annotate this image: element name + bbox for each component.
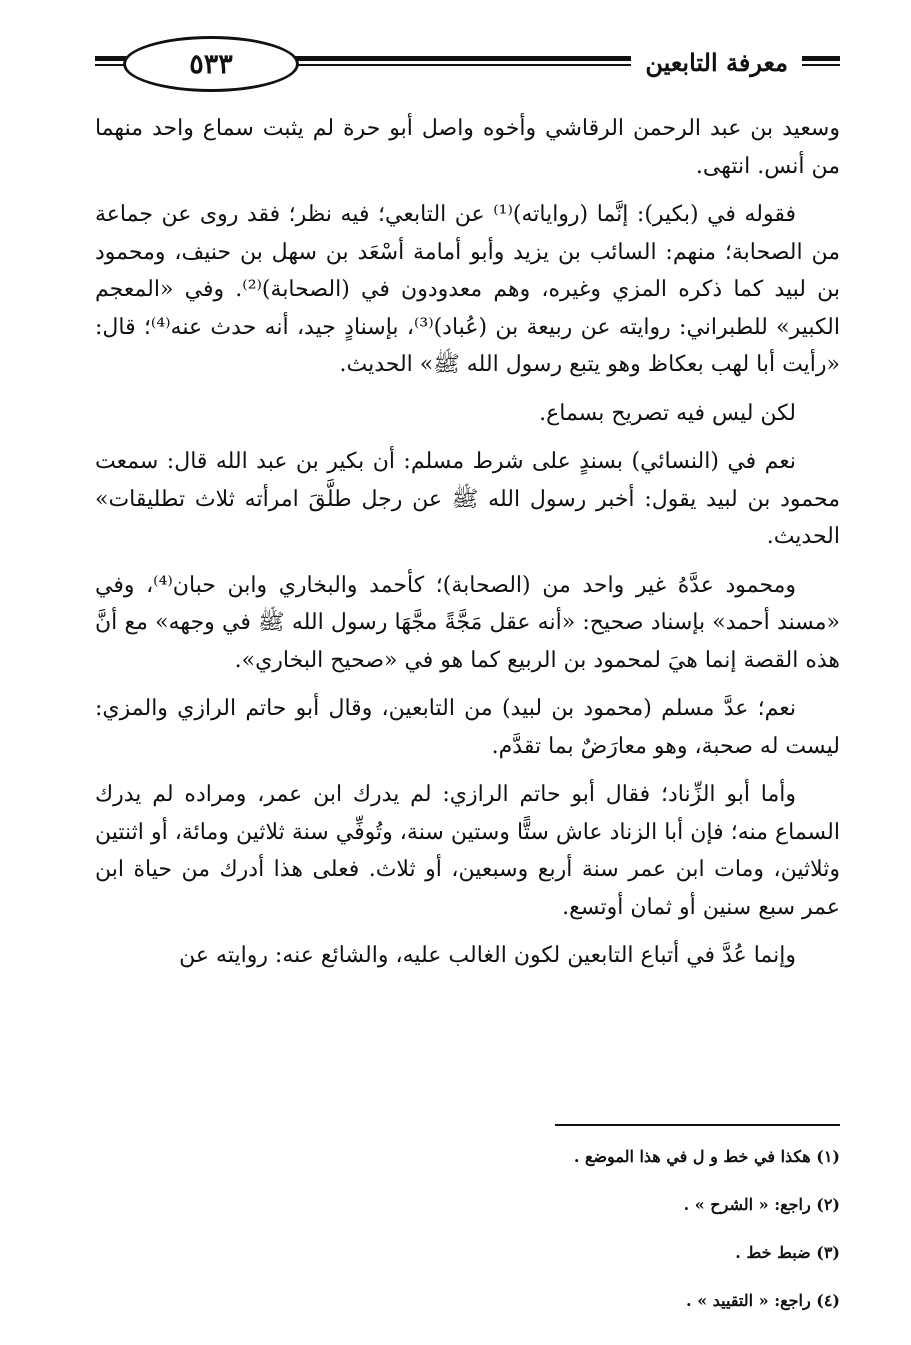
footnote: (٢) راجع: « الشرح » . — [683, 1195, 840, 1214]
paragraph: وأما أبو الزِّناد؛ فقال أبو حاتم الرازي: لم يدرك ابن عمر، ومراده لم يدرك السماع منه؛ فإن أبا الزناد عاش ستًّا وستين سنة، وتُوفِّي سنة ثلاثين ومائة، أو اثنتين وثلاثين، ومات ابن عمر سنة أربع وسبعين، أو ثلاث. فعلى هذا أدرك من حياة ابن عمر سبع سنين أو ثمان أوتسع. — [95, 782, 840, 920]
main-text — [95, 110, 840, 986]
footnote-separator — [555, 1124, 840, 1126]
footnote: (٤) راجع: « التقييد » . — [686, 1291, 840, 1310]
paragraph: نعم في (النسائي) بسندٍ على شرط مسلم: أن بكير بن عبد الله قال: سمعت محمود بن لبيد يقول: أخبر رسول الله ﷺ عن رجل طلَّقَ امرأته ثلاث تطليقات» الحديث. — [95, 449, 840, 549]
page-number-oval — [123, 36, 299, 92]
chapter-title: معرفة التابعين — [645, 47, 788, 77]
paragraph: وإنما عُدَّ في أتباع التابعين لكون الغالب عليه، والشائع عنه: روايته عن — [179, 943, 796, 968]
footnote: (٣) ضبط خط . — [735, 1243, 840, 1262]
paragraph: نعم؛ عدَّ مسلم (محمود بن لبيد) من التابعين، وقال أبو حاتم الرازي والمزي: ليست له صحبة، وهو معارَضٌ بما تقدَّم. — [95, 696, 840, 759]
page-header — [95, 28, 840, 88]
paragraph: ومحمود عدَّهُ غير واحد من (الصحابة)؛ كأحمد والبخاري وابن حبان⁽⁴⁾، وفي «مسند أحمد» بإسناد صحيح: «أنه عقل مَجَّةً مجَّهَا رسول الله ﷺ في وجهه» مع أنَّ هذه القصة إنما هيَ لمحمود بن الربيع كما هو في «صحيح البخاري». — [95, 572, 840, 673]
page-number: ٥٣٣ — [189, 48, 233, 80]
paragraph: لكن ليس فيه تصريح بسماع. — [539, 400, 796, 426]
footnotes — [95, 1144, 840, 1336]
running-title — [631, 42, 802, 82]
paragraph: فقوله في (بكير): إنَّما (رواياته)⁽¹⁾ عن التابعي؛ فيه نظر؛ فقد روى عن جماعة من الصحابة؛ منهم: السائب بن يزيد وأبو أمامة أسْعَد بن سهل بن حنيف، ومحمود بن لبيد كما ذكره المزي وغيره، وهم معدودون في (الصحابة)⁽²⁾. وفي «المعجم الكبير» للطبراني: روايته عن ربيعة بن (عُباد)⁽³⁾، بإسنادٍ جيد، أنه حدث عنه⁽⁴⁾؛ قال: «رأيت أبا لهب بعكاظ وهو يتبع رسول الله ﷺ» الحديث. — [95, 202, 841, 377]
footnote: (١) هكذا في خط و ل في هذا الموضع . — [573, 1147, 840, 1166]
paragraph: وسعيد بن عبد الرحمن الرقاشي وأخوه واصل أبو حرة لم يثبت سماع واحد منهما من أنس. انتهى. — [95, 116, 840, 179]
